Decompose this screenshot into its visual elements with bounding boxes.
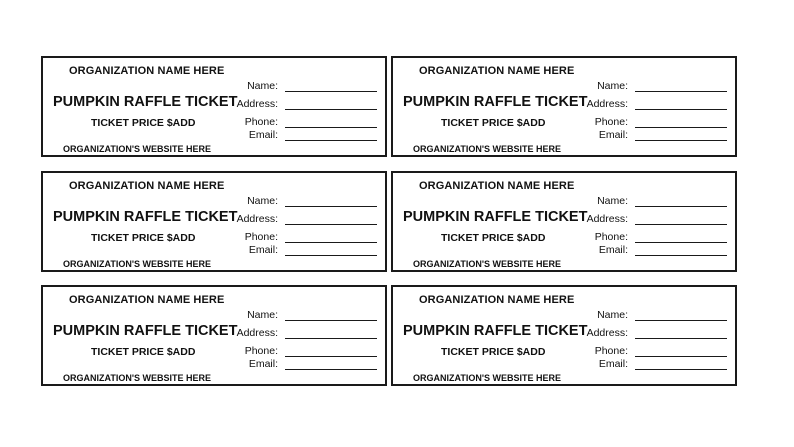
name-field[interactable] bbox=[223, 309, 377, 323]
ticket-title: PUMPKIN RAFFLE TICKET bbox=[403, 94, 588, 110]
address-field[interactable] bbox=[573, 327, 727, 341]
phone-line[interactable] bbox=[285, 242, 377, 243]
phone-field[interactable] bbox=[223, 231, 377, 245]
ticket-title: PUMPKIN RAFFLE TICKET bbox=[403, 323, 588, 339]
phone-line[interactable] bbox=[635, 242, 727, 243]
ticket-price: TICKET PRICE $ADD bbox=[441, 117, 546, 129]
phone-field[interactable] bbox=[573, 231, 727, 245]
email-label: Email: bbox=[598, 358, 628, 370]
address-line[interactable] bbox=[635, 109, 727, 110]
phone-line[interactable] bbox=[635, 356, 727, 357]
ticket-title: PUMPKIN RAFFLE TICKET bbox=[53, 323, 238, 339]
address-label: Address: bbox=[236, 327, 278, 339]
email-line[interactable] bbox=[285, 140, 377, 141]
phone-line[interactable] bbox=[285, 356, 377, 357]
email-label: Email: bbox=[248, 129, 278, 141]
email-label: Email: bbox=[598, 129, 628, 141]
email-field[interactable] bbox=[223, 358, 377, 372]
address-label: Address: bbox=[586, 327, 628, 339]
address-field[interactable] bbox=[223, 98, 377, 112]
address-field[interactable] bbox=[573, 98, 727, 112]
phone-label: Phone: bbox=[244, 345, 278, 357]
email-label: Email: bbox=[248, 244, 278, 256]
address-label: Address: bbox=[586, 98, 628, 110]
organization-name: ORGANIZATION NAME HERE bbox=[69, 180, 225, 192]
organization-website: ORGANIZATION'S WEBSITE HERE bbox=[413, 144, 561, 154]
organization-name: ORGANIZATION NAME HERE bbox=[419, 65, 575, 77]
ticket-price: TICKET PRICE $ADD bbox=[91, 346, 196, 358]
ticket-price: TICKET PRICE $ADD bbox=[441, 232, 546, 244]
phone-label: Phone: bbox=[594, 231, 628, 243]
organization-name: ORGANIZATION NAME HERE bbox=[419, 180, 575, 192]
name-label: Name: bbox=[597, 195, 628, 207]
email-line[interactable] bbox=[635, 369, 727, 370]
name-label: Name: bbox=[247, 309, 278, 321]
address-line[interactable] bbox=[635, 224, 727, 225]
email-line[interactable] bbox=[285, 255, 377, 256]
raffle-ticket bbox=[41, 56, 387, 157]
name-line[interactable] bbox=[285, 320, 377, 321]
organization-website: ORGANIZATION'S WEBSITE HERE bbox=[413, 259, 561, 269]
phone-field[interactable] bbox=[223, 116, 377, 130]
address-label: Address: bbox=[236, 213, 278, 225]
email-field[interactable] bbox=[223, 129, 377, 143]
ticket-title: PUMPKIN RAFFLE TICKET bbox=[403, 209, 588, 225]
phone-label: Phone: bbox=[244, 116, 278, 128]
email-label: Email: bbox=[598, 244, 628, 256]
phone-field[interactable] bbox=[573, 345, 727, 359]
email-label: Email: bbox=[248, 358, 278, 370]
name-field[interactable] bbox=[223, 80, 377, 94]
email-line[interactable] bbox=[285, 369, 377, 370]
ticket-title: PUMPKIN RAFFLE TICKET bbox=[53, 94, 238, 110]
organization-name: ORGANIZATION NAME HERE bbox=[419, 294, 575, 306]
address-field[interactable] bbox=[223, 213, 377, 227]
organization-name: ORGANIZATION NAME HERE bbox=[69, 65, 225, 77]
name-line[interactable] bbox=[285, 91, 377, 92]
address-line[interactable] bbox=[285, 338, 377, 339]
address-line[interactable] bbox=[635, 338, 727, 339]
phone-line[interactable] bbox=[635, 127, 727, 128]
name-line[interactable] bbox=[635, 91, 727, 92]
name-line[interactable] bbox=[635, 320, 727, 321]
phone-line[interactable] bbox=[285, 127, 377, 128]
address-label: Address: bbox=[236, 98, 278, 110]
organization-website: ORGANIZATION'S WEBSITE HERE bbox=[63, 259, 211, 269]
address-field[interactable] bbox=[223, 327, 377, 341]
ticket-price: TICKET PRICE $ADD bbox=[91, 232, 196, 244]
phone-label: Phone: bbox=[244, 231, 278, 243]
address-line[interactable] bbox=[285, 109, 377, 110]
raffle-ticket bbox=[391, 285, 737, 386]
address-line[interactable] bbox=[285, 224, 377, 225]
email-field[interactable] bbox=[573, 244, 727, 258]
email-line[interactable] bbox=[635, 140, 727, 141]
organization-website: ORGANIZATION'S WEBSITE HERE bbox=[63, 144, 211, 154]
name-line[interactable] bbox=[285, 206, 377, 207]
address-label: Address: bbox=[586, 213, 628, 225]
phone-label: Phone: bbox=[594, 345, 628, 357]
organization-website: ORGANIZATION'S WEBSITE HERE bbox=[63, 373, 211, 383]
name-label: Name: bbox=[247, 195, 278, 207]
raffle-ticket bbox=[41, 171, 387, 272]
name-field[interactable] bbox=[573, 309, 727, 323]
phone-label: Phone: bbox=[594, 116, 628, 128]
email-field[interactable] bbox=[573, 129, 727, 143]
name-field[interactable] bbox=[573, 80, 727, 94]
email-field[interactable] bbox=[573, 358, 727, 372]
raffle-ticket bbox=[391, 171, 737, 272]
ticket-price: TICKET PRICE $ADD bbox=[91, 117, 196, 129]
name-field[interactable] bbox=[223, 195, 377, 209]
ticket-price: TICKET PRICE $ADD bbox=[441, 346, 546, 358]
name-line[interactable] bbox=[635, 206, 727, 207]
organization-website: ORGANIZATION'S WEBSITE HERE bbox=[413, 373, 561, 383]
name-label: Name: bbox=[247, 80, 278, 92]
phone-field[interactable] bbox=[223, 345, 377, 359]
raffle-ticket bbox=[41, 285, 387, 386]
email-line[interactable] bbox=[635, 255, 727, 256]
organization-name: ORGANIZATION NAME HERE bbox=[69, 294, 225, 306]
ticket-title: PUMPKIN RAFFLE TICKET bbox=[53, 209, 238, 225]
address-field[interactable] bbox=[573, 213, 727, 227]
phone-field[interactable] bbox=[573, 116, 727, 130]
name-label: Name: bbox=[597, 80, 628, 92]
raffle-ticket bbox=[391, 56, 737, 157]
name-field[interactable] bbox=[573, 195, 727, 209]
name-label: Name: bbox=[597, 309, 628, 321]
email-field[interactable] bbox=[223, 244, 377, 258]
